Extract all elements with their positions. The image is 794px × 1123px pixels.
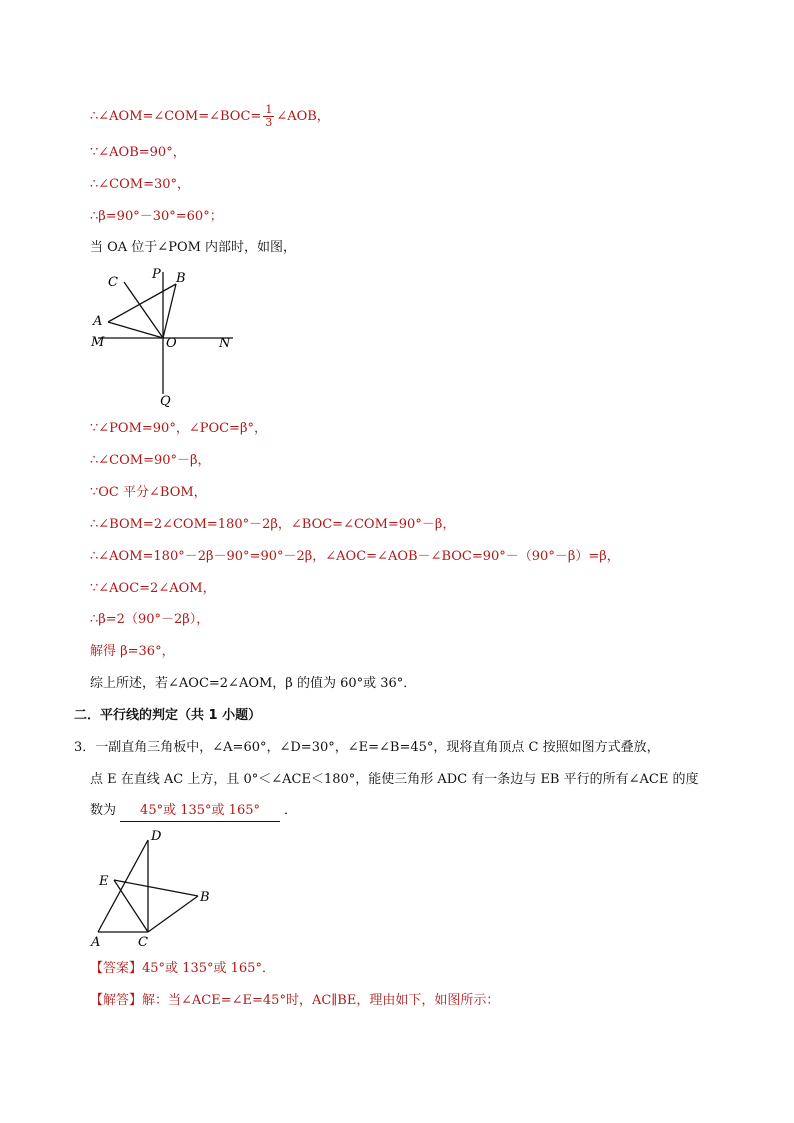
question-3-line-2: 点 E 在直线 AC 上方，且 0°＜∠ACE＜180°，能使三角形 ADC 有一条边与 EB 平行的所有∠ACE 的度 xyxy=(90,772,699,787)
answer-blank: 45°或 135°或 165° xyxy=(120,801,280,822)
question-3-line-3-post: ． xyxy=(284,803,298,818)
label-b: B xyxy=(200,890,210,905)
solution-line xyxy=(90,991,499,1011)
question-3-line-1: 3．一副直角三角板中，∠A=60°，∠D=30°，∠E=∠B=45°，现将直角顶点 C 按照如图方式叠放， xyxy=(74,740,660,755)
line-9: ∴∠BOM=2∠COM=180°－2β，∠BOC=∠COM=90°－β， xyxy=(90,517,456,532)
line-5: 当 OA 位于∠POM 内部时，如图， xyxy=(90,240,297,255)
label-a: A xyxy=(93,314,103,329)
question-3-line-3-pre: 数为 xyxy=(90,803,117,818)
label-c: C xyxy=(108,275,118,290)
label-q: Q xyxy=(160,394,171,409)
line-1-pre: ∴∠AOM=∠COM=∠BOC= xyxy=(90,109,262,124)
line-2: ∵∠AOB=90°， xyxy=(90,145,186,160)
fraction-one-third xyxy=(263,104,274,129)
fraction-denominator: 3 xyxy=(265,116,273,129)
label-d: D xyxy=(151,829,162,844)
answer-line xyxy=(90,959,275,979)
solution-text: 解：当∠ACE=∠E=45°时，AC∥BE，理由如下，如图所示： xyxy=(142,993,500,1008)
label-m: M xyxy=(91,335,105,350)
line-1-post: ∠AOB， xyxy=(276,109,330,124)
line-13: 解得 β=36°， xyxy=(90,644,175,659)
line-7: ∴∠COM=90°－β， xyxy=(90,453,211,468)
answer-text: 45°或 135°或 165°． xyxy=(142,961,275,976)
figure-triangles-diagram xyxy=(86,826,226,952)
label-c: C xyxy=(138,935,148,950)
fraction-numerator: 1 xyxy=(265,103,273,116)
line-1 xyxy=(90,104,330,129)
line-4: ∴β=90°－30°=60°； xyxy=(90,209,223,224)
label-e: E xyxy=(99,874,109,889)
label-o: O xyxy=(166,336,177,351)
answer-label: 【答案】 xyxy=(90,961,143,976)
segment-eb xyxy=(114,880,198,896)
line-6: ∵∠POM=90°，∠POC=β°， xyxy=(90,421,267,436)
line-3: ∴∠COM=30°， xyxy=(90,177,191,192)
question-3-line-3 xyxy=(90,801,297,822)
line-11: ∵∠AOC=2∠AOM， xyxy=(90,581,216,596)
segment-bc xyxy=(148,896,198,932)
line-12: ∴β=2（90°－2β）， xyxy=(90,612,210,627)
ray-oa xyxy=(108,322,163,338)
label-a: A xyxy=(91,935,101,950)
solution-label: 【解答】 xyxy=(90,993,143,1008)
label-n: N xyxy=(219,336,231,351)
segment-ec xyxy=(114,880,148,932)
line-8: ∵OC 平分∠BOM， xyxy=(90,485,207,500)
segment-ab xyxy=(108,284,176,322)
label-p: P xyxy=(152,267,161,282)
label-b: B xyxy=(176,271,186,286)
figure-angle-diagram xyxy=(88,262,248,412)
section-heading: 二．平行线的判定（共 1 小题） xyxy=(74,708,262,723)
line-14: 综上所述，若∠AOC=2∠AOM，β 的值为 60°或 36°． xyxy=(90,676,417,691)
ray-ob xyxy=(163,284,176,338)
line-10: ∴∠AOM=180°－2β－90°=90°－2β，∠AOC=∠AOB－∠BOC=90°－（90°－β）=β， xyxy=(90,549,620,564)
